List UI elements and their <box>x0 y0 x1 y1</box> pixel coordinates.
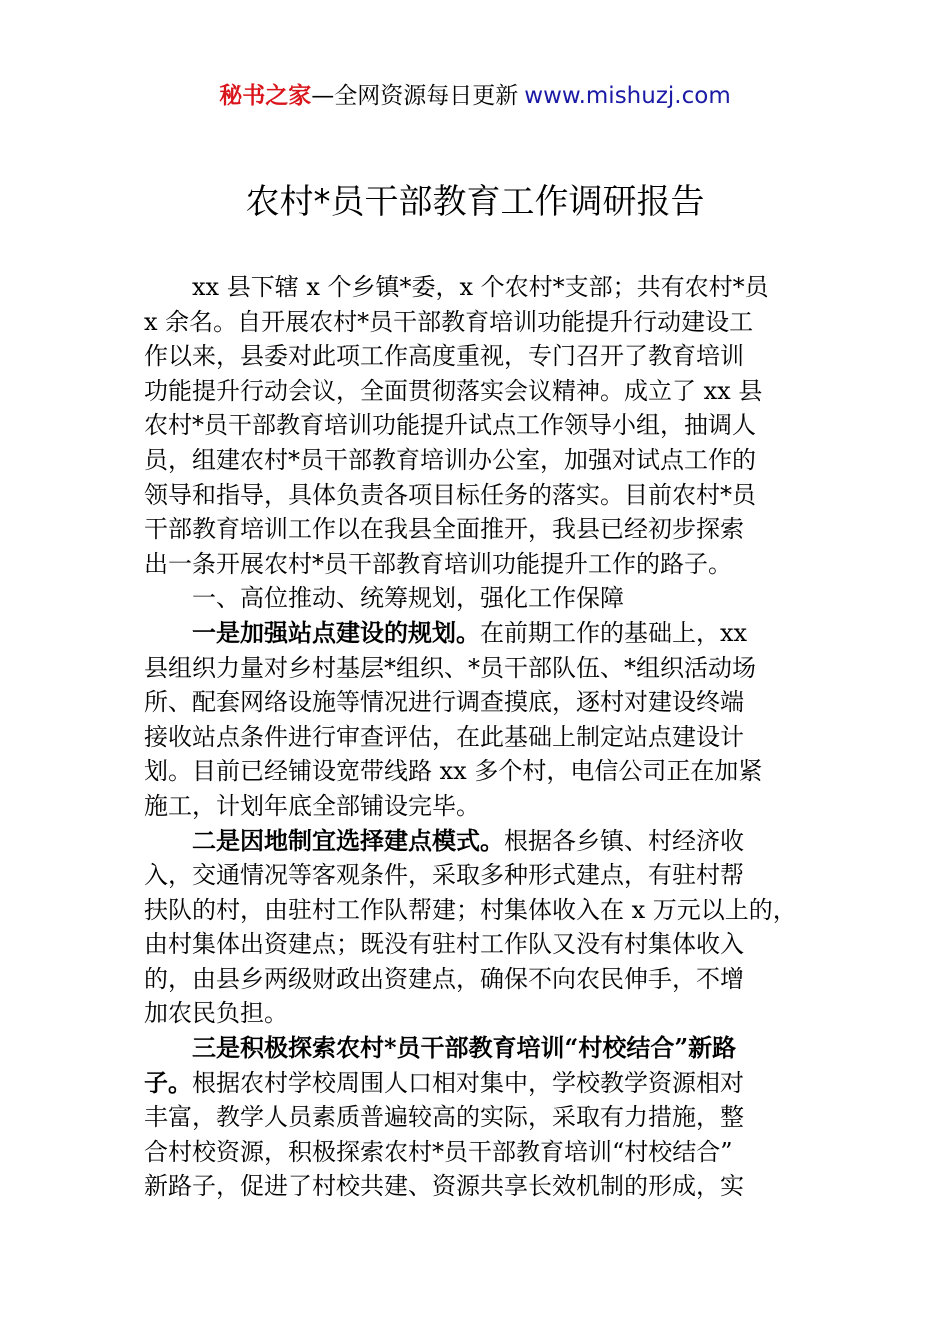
line-text: 由村集体出资建点；既没有驻村工作队又没有村集体收入 <box>144 930 744 959</box>
line-text: 加农民负担。 <box>144 999 288 1028</box>
site-name: 秘书之家 <box>219 83 312 109</box>
site-tagline: —全网资源每日更新 <box>311 83 519 109</box>
site-header <box>0 80 950 112</box>
site-url-link[interactable]: www.mishuzj.com <box>524 83 731 109</box>
line-text: 新路子，促进了村校共建、资源共享长效机制的形成，实 <box>144 1172 744 1201</box>
line-text: 作以来，县委对此项工作高度重视，专门召开了教育培训 <box>144 342 744 371</box>
line-text: 的，由县乡两级财政出资建点，确保不向农民伸手，不增 <box>144 964 744 993</box>
line-text: 领导和指导，具体负责各项目标任务的落实。目前农村*员 <box>144 480 756 509</box>
body-line <box>144 927 806 962</box>
line-text: 接收站点条件进行审查评估，在此基础上制定站点建设计 <box>144 722 744 751</box>
body-line <box>144 858 806 893</box>
line-text: 丰富，教学人员素质普遍较高的实际，采取有力措施，整 <box>144 1103 744 1132</box>
body-line <box>144 962 806 997</box>
body-line <box>144 754 806 789</box>
bold-lead: 一是加强站点建设的规划。 <box>144 617 480 647</box>
body-line <box>144 305 806 340</box>
body-line <box>144 616 806 651</box>
bold-lead: 二是因地制宜选择建点模式。 <box>144 825 504 855</box>
line-text: 所、配套网络设施等情况进行调查摸底，逐村对建设终端 <box>144 688 744 717</box>
body-line <box>144 374 806 409</box>
body-line <box>144 789 806 824</box>
line-text: 县组织力量对乡村基层*组织、*员干部队伍、*组织活动场 <box>144 653 756 682</box>
body-line <box>144 478 806 513</box>
body-line <box>144 547 806 582</box>
bold-lead: 三是积极探索农村*员干部教育培训“村校结合”新路 <box>144 1033 737 1063</box>
body-line <box>144 1100 806 1135</box>
body-line <box>144 893 806 928</box>
section-heading <box>144 581 806 616</box>
line-text: 合村校资源，积极探索农村*员干部教育培训“村校结合” <box>144 1137 733 1166</box>
line-text: 入，交通情况等客观条件，采取多种形式建点，有驻村帮 <box>144 861 744 890</box>
line-text: xx 县下辖 x 个乡镇*委，x 个农村*支部；共有农村*员 <box>144 273 769 301</box>
body-line <box>144 512 806 547</box>
line-text: 一、高位推动、统筹规划，强化工作保障 <box>144 584 624 613</box>
line-text: 员，组建农村*员干部教育培训办公室，加强对试点工作的 <box>144 445 756 474</box>
line-text: 功能提升行动会议，全面贯彻落实会议精神。成立了 xx 县 <box>144 376 763 405</box>
body-line <box>144 339 806 374</box>
body-line <box>144 720 806 755</box>
body-line <box>144 1066 806 1101</box>
body-line <box>144 1135 806 1170</box>
body-line <box>144 1169 806 1204</box>
body-line <box>144 685 806 720</box>
line-text: 出一条开展农村*员干部教育培训功能提升工作的路子。 <box>144 549 732 578</box>
body-line <box>144 651 806 686</box>
document-title: 农村*员干部教育工作调研报告 <box>245 182 705 222</box>
body-line <box>144 1031 806 1066</box>
line-text: 干部教育培训工作以在我县全面推开，我县已经初步探索 <box>144 515 744 544</box>
body-line <box>144 996 806 1031</box>
body-line <box>144 408 806 443</box>
body-line <box>144 270 806 305</box>
line-text: 划。目前已经铺设宽带线路 xx 多个村，电信公司正在加紧 <box>144 757 763 786</box>
document-body <box>144 270 806 1204</box>
line-text: 扶队的村，由驻村工作队帮建；村集体收入在 x 万元以上的， <box>144 895 797 924</box>
line-text: 根据各乡镇、村经济收 <box>504 826 744 855</box>
body-line <box>144 824 806 859</box>
line-text: 施工，计划年底全部铺设完毕。 <box>144 791 480 820</box>
line-text: 农村*员干部教育培训功能提升试点工作领导小组，抽调人 <box>144 411 756 440</box>
line-text: 根据农村学校周围人口相对集中，学校教学资源相对 <box>192 1068 744 1097</box>
bold-lead: 子。 <box>144 1067 192 1097</box>
line-text: x 余名。自开展农村*员干部教育培训功能提升行动建设工 <box>144 307 754 336</box>
line-text: 在前期工作的基础上，xx <box>480 618 748 647</box>
body-line <box>144 443 806 478</box>
